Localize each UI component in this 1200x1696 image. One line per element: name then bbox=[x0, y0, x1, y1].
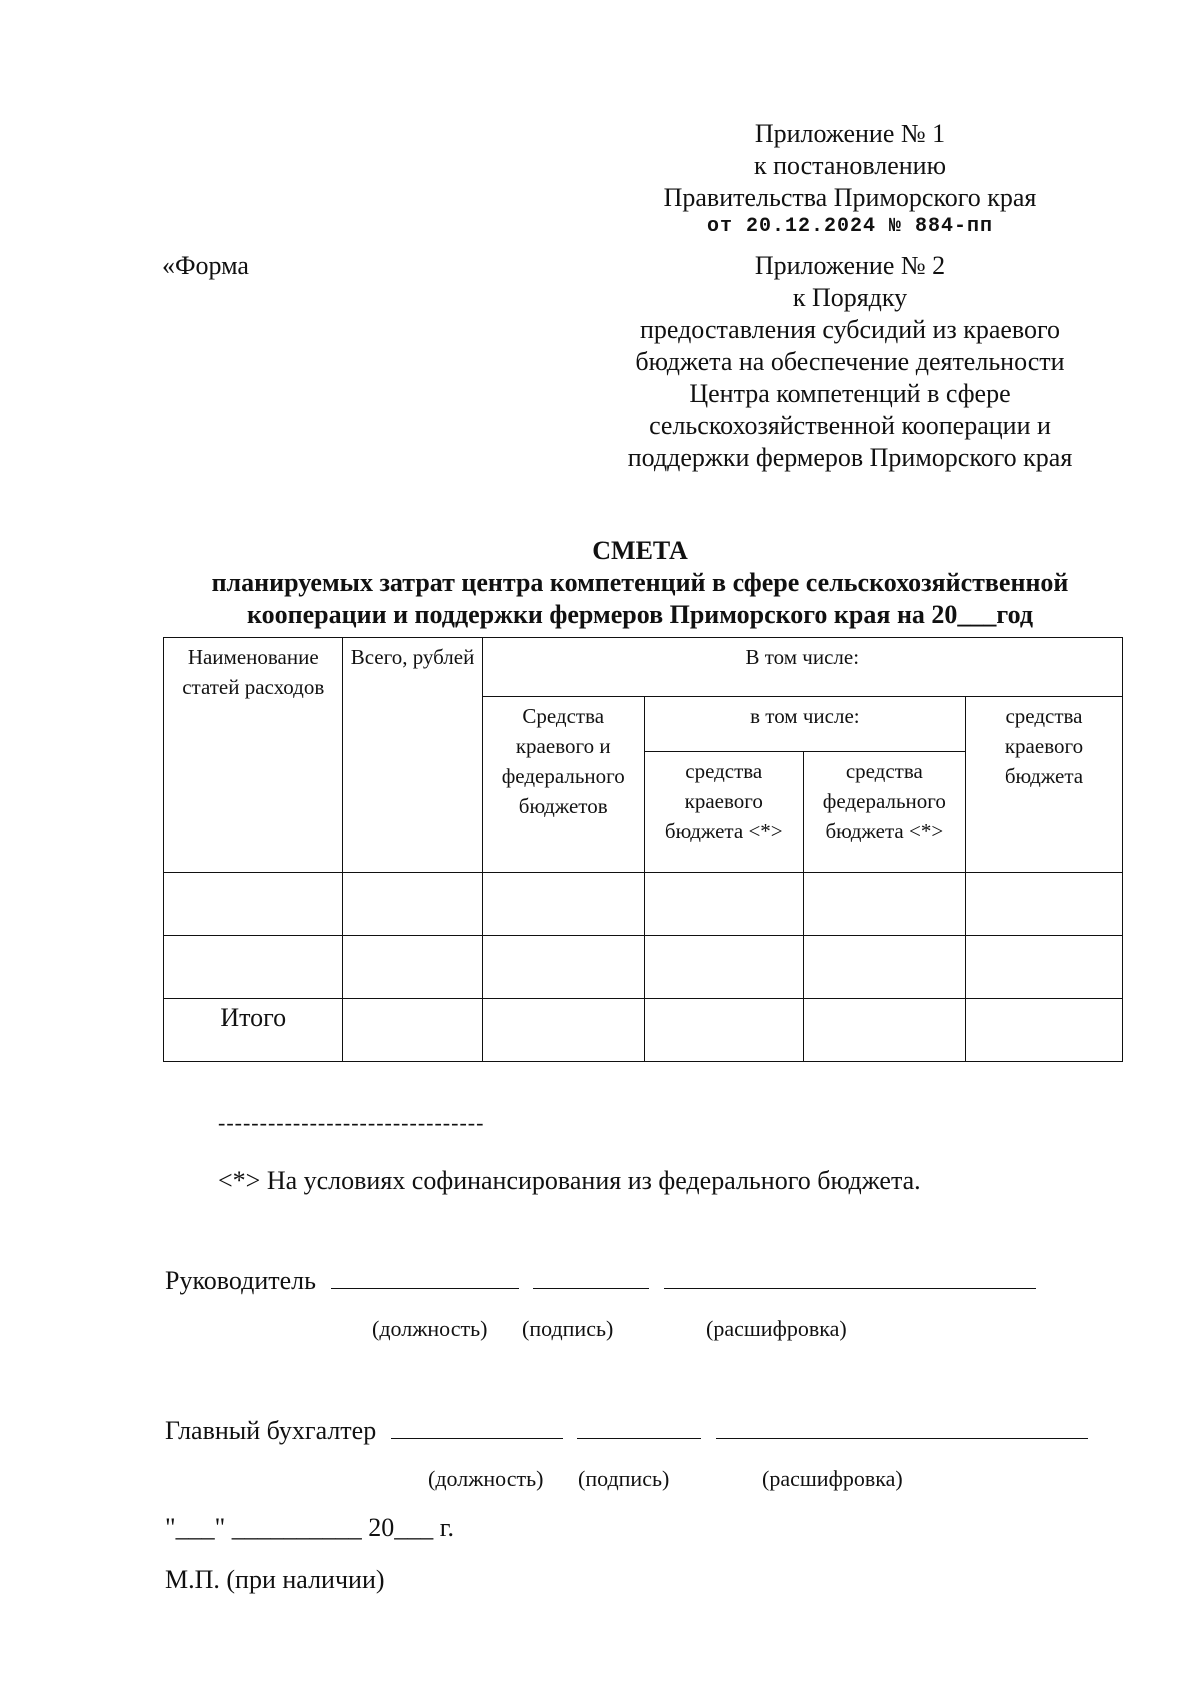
accountant-decode-line[interactable] bbox=[716, 1414, 1088, 1439]
table-cell bbox=[482, 873, 644, 936]
accountant-position-line[interactable] bbox=[391, 1414, 563, 1439]
appendix1-line3: Правительства Приморского края bbox=[663, 183, 1037, 212]
table-cell bbox=[164, 936, 343, 999]
table-cell bbox=[343, 999, 482, 1062]
head-signature-line[interactable] bbox=[533, 1264, 649, 1289]
accountant-signature-row bbox=[165, 1414, 1088, 1447]
table-cell bbox=[343, 936, 482, 999]
table-cell bbox=[965, 936, 1122, 999]
date-line: "___" __________ 20___ г. bbox=[165, 1513, 454, 1542]
table-cell bbox=[644, 999, 803, 1062]
header-regional-star: средства краевого бюджета <*> bbox=[644, 752, 803, 873]
decree-stamp: от 20.12.2024 № 884-пп bbox=[706, 215, 994, 238]
appendix2-block bbox=[560, 250, 1140, 474]
table-cell bbox=[965, 873, 1122, 936]
header-regional-federal: Средства краевого и федерального бюджетов bbox=[482, 697, 644, 873]
stamp-place: М.П. (при наличии) bbox=[165, 1565, 385, 1594]
estimate-table bbox=[163, 637, 1123, 1062]
title-main: СМЕТА bbox=[592, 536, 688, 565]
head-decode-hint: (расшифровка) bbox=[706, 1316, 847, 1341]
header-federal-star: средства федерального бюджета <*> bbox=[803, 752, 965, 873]
appendix2-line5: Центра компетенций в сфере bbox=[689, 379, 1011, 408]
appendix2-line7: поддержки фермеров Приморского края bbox=[627, 443, 1073, 472]
head-signature-row bbox=[165, 1264, 1036, 1297]
total-row bbox=[164, 999, 1123, 1062]
appendix1-line1: Приложение № 1 bbox=[754, 119, 946, 148]
appendix2-line3: предоставления субсидий из краевого bbox=[639, 315, 1061, 344]
accountant-signature-hint: (подпись) bbox=[578, 1466, 670, 1491]
accountant-position-hint: (должность) bbox=[428, 1466, 544, 1491]
document-title bbox=[140, 535, 1140, 631]
table-cell bbox=[803, 873, 965, 936]
table-cell bbox=[644, 873, 803, 936]
table-cell bbox=[482, 999, 644, 1062]
table-row bbox=[164, 936, 1123, 999]
table-cell bbox=[343, 873, 482, 936]
title-line3: кооперации и поддержки фермеров Приморского края на 20___год bbox=[247, 600, 1033, 629]
appendix1-block bbox=[600, 118, 1100, 240]
header-including: В том числе: bbox=[482, 638, 1122, 697]
header-including-sub: в том числе: bbox=[644, 697, 965, 752]
appendix2-line1: Приложение № 2 bbox=[754, 251, 946, 280]
footnote-separator: -------------------------------- bbox=[218, 1110, 485, 1135]
footnote-text: <*> На условиях софинансирования из федерального бюджета. bbox=[218, 1166, 921, 1195]
head-position-line[interactable] bbox=[331, 1264, 519, 1289]
table-cell bbox=[482, 936, 644, 999]
accountant-signature-line[interactable] bbox=[577, 1414, 701, 1439]
form-label: «Форма bbox=[162, 251, 249, 280]
appendix2-line4: бюджета на обеспечение деятельности bbox=[635, 347, 1065, 376]
table-cell bbox=[803, 936, 965, 999]
head-label: Руководитель bbox=[165, 1266, 316, 1295]
appendix2-line2: к Порядку bbox=[792, 283, 908, 312]
header-regional-only: средства краевого бюджета bbox=[965, 697, 1122, 873]
accountant-decode-hint: (расшифровка) bbox=[762, 1466, 903, 1491]
table-cell bbox=[164, 873, 343, 936]
header-total-rubles: Всего, рублей bbox=[343, 638, 482, 873]
table-cell bbox=[644, 936, 803, 999]
header-expense-items: Наименование статей расходов bbox=[164, 638, 343, 873]
appendix1-line2: к постановлению bbox=[753, 151, 947, 180]
head-decode-line[interactable] bbox=[664, 1264, 1036, 1289]
head-signature-hint: (подпись) bbox=[522, 1316, 614, 1341]
appendix2-line6: сельскохозяйственной кооперации и bbox=[649, 411, 1051, 440]
title-line2: планируемых затрат центра компетенций в сфере сельскохозяйственной bbox=[211, 568, 1069, 597]
table-cell bbox=[965, 999, 1122, 1062]
total-label: Итого bbox=[164, 999, 343, 1062]
accountant-label: Главный бухгалтер bbox=[165, 1416, 377, 1445]
head-position-hint: (должность) bbox=[372, 1316, 488, 1341]
table-row bbox=[164, 873, 1123, 936]
table-cell bbox=[803, 999, 965, 1062]
